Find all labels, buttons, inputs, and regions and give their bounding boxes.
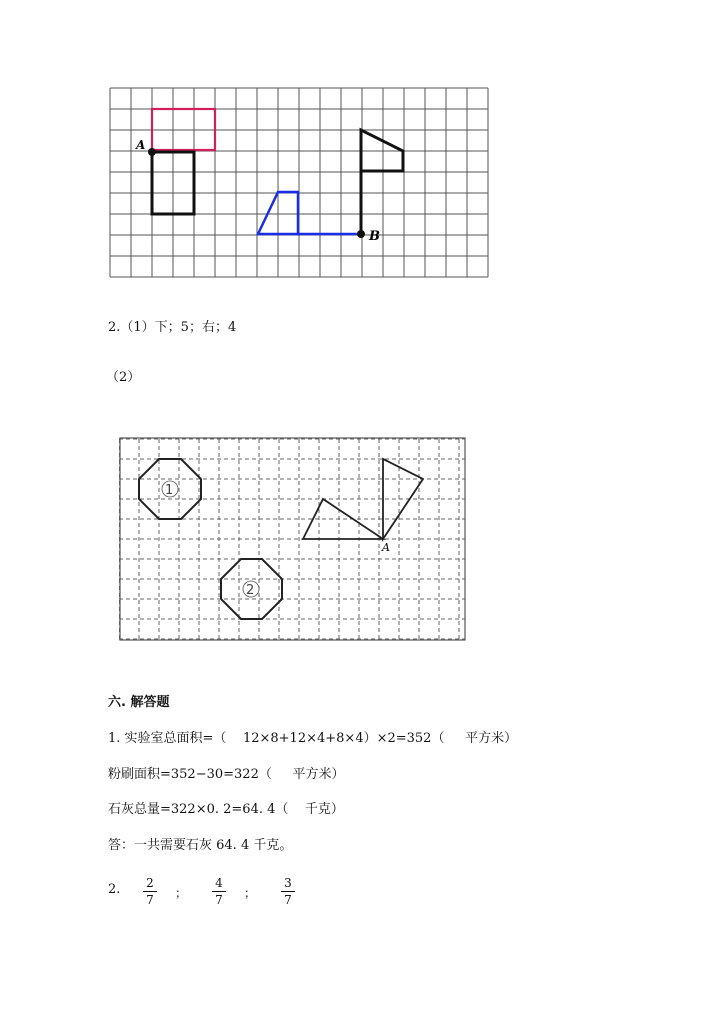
- fraction-2: [212, 876, 226, 907]
- dashed-grid: [119, 439, 465, 639]
- figure-dashed-grid-rotation: [119, 437, 467, 643]
- fraction-2-bar: [212, 891, 226, 892]
- fraction-3-numerator: 3: [284, 876, 292, 890]
- fraction-1: [143, 876, 157, 907]
- point-b-dot: [357, 230, 365, 238]
- separator-1: ；: [175, 886, 188, 900]
- q2-part2: （2）: [106, 370, 141, 385]
- fraction-2-denominator: 7: [215, 893, 223, 907]
- q2-part1: 2.（1）下；5；右；4: [108, 320, 237, 335]
- fraction-3-denominator: 7: [284, 893, 292, 907]
- q1-line2: 粉刷面积=352−30=322（ 平方米）: [108, 767, 345, 782]
- label-a2: A: [382, 541, 390, 554]
- q2-number: 2.: [108, 882, 121, 897]
- label-1: 1: [165, 483, 174, 498]
- separator-2: ；: [244, 886, 257, 900]
- label-a: A: [136, 138, 146, 152]
- section-6-title: 六. 解答题: [108, 695, 170, 710]
- fraction-2-numerator: 4: [215, 876, 223, 890]
- fraction-1-bar: [143, 891, 157, 892]
- fraction-1-denominator: 7: [146, 893, 154, 907]
- solid-grid: [110, 88, 488, 277]
- q1-answer: 答：一共需要石灰 64. 4 千克。: [108, 838, 293, 853]
- fraction-3: [281, 876, 295, 907]
- q1-line3: 石灰总量=322×0. 2=64. 4（ 千克）: [108, 802, 344, 817]
- figure-grid-translation: [108, 86, 490, 280]
- fraction-1-numerator: 2: [146, 876, 154, 890]
- q1-line1: 1. 实验室总面积=（ 12×8+12×4+8×4）×2=352（ 平方米）: [108, 731, 518, 746]
- label-b: B: [369, 229, 380, 244]
- label-2: 2: [246, 583, 255, 598]
- black-flag: [361, 130, 403, 234]
- point-a-dot: [148, 148, 156, 156]
- fraction-3-bar: [281, 891, 295, 892]
